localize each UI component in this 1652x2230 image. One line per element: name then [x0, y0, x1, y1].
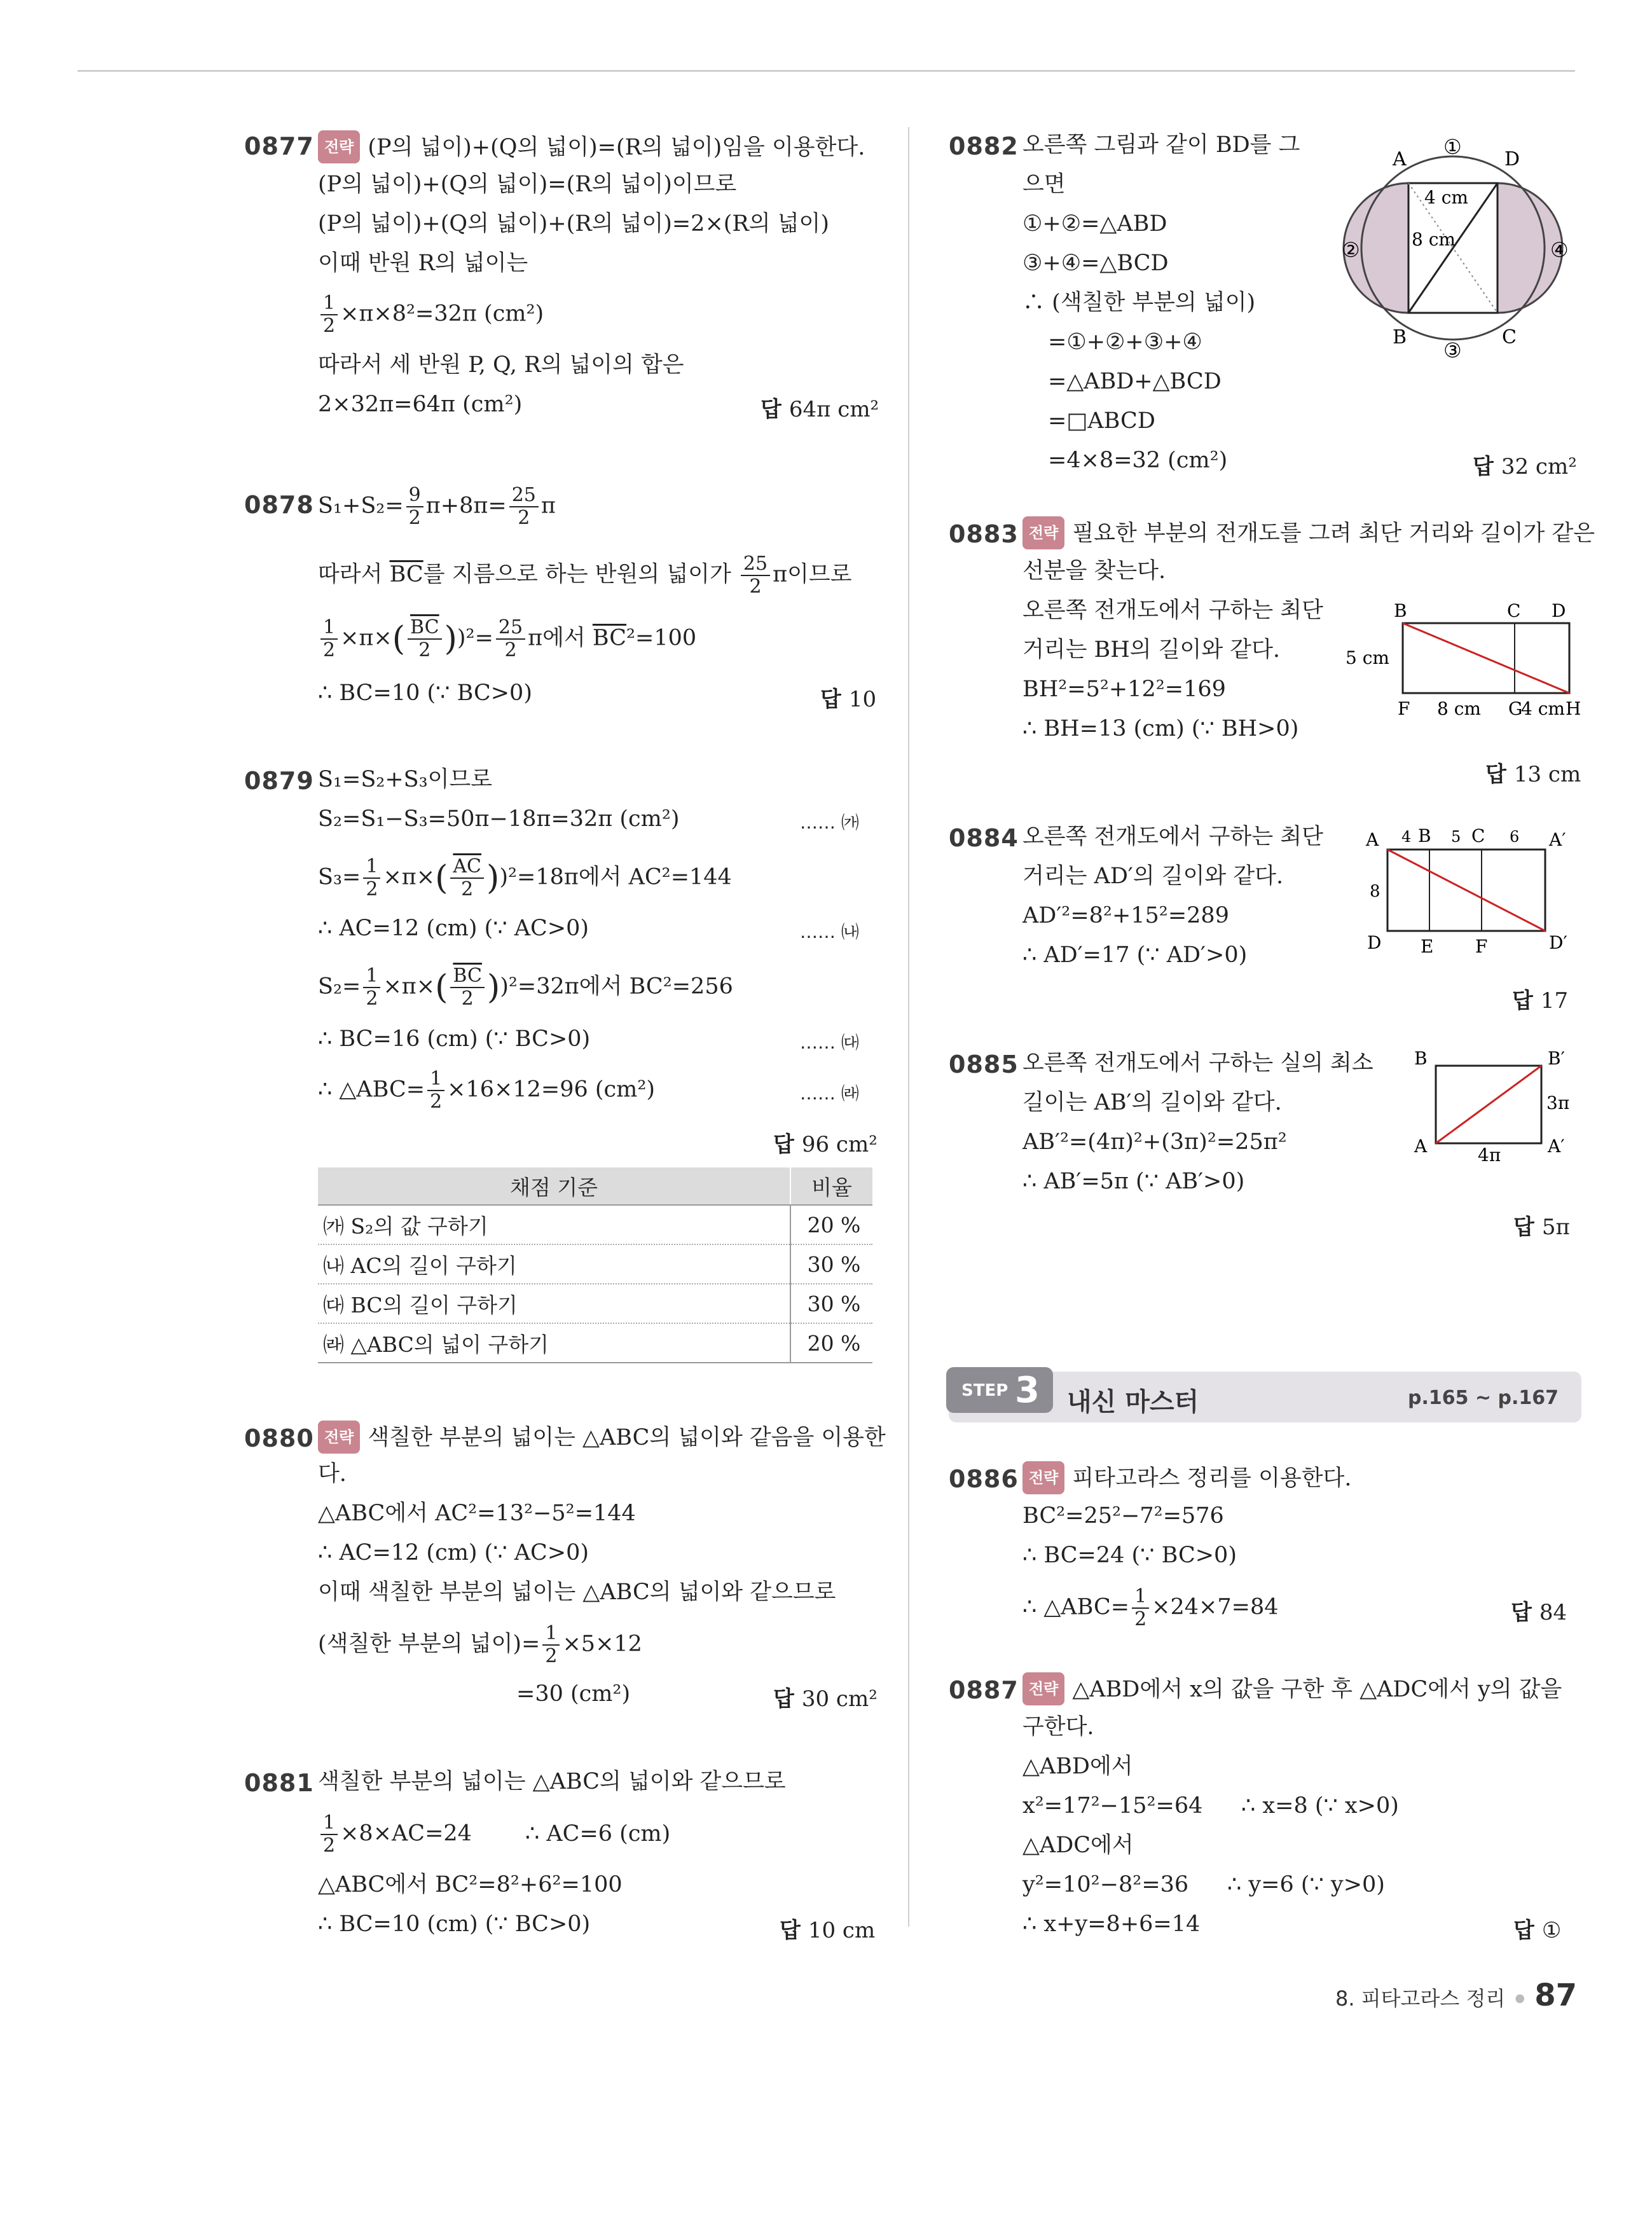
- solution-line: BH²=5²+12²=169: [1022, 677, 1226, 702]
- strategy-tag: 전략: [1022, 1672, 1064, 1705]
- answer: 답 96 cm²: [773, 1132, 878, 1157]
- answer: 답 ①: [1513, 1918, 1562, 1943]
- solution-line: ∴ AC=12 (cm) (∵ AC>0): [318, 1540, 589, 1566]
- table-row: ㈑ △ABC의 넓이 구하기 20 %: [318, 1323, 872, 1363]
- problem-number: 0883: [949, 520, 1019, 548]
- solution-line: ∴ AD′=17 (∵ AD′>0): [1022, 942, 1248, 968]
- strategy-tag: 전략: [1022, 1461, 1064, 1494]
- label-a: A: [1414, 1136, 1428, 1157]
- solution-line: 색칠한 부분의 넓이는 △ABC의 넓이와 같으므로: [318, 1769, 786, 1794]
- label-height: 3π: [1546, 1092, 1570, 1113]
- label-b: B: [1394, 600, 1407, 621]
- figure-0882: [1329, 134, 1583, 375]
- solution-line: y²=10²−8²=36: [1022, 1872, 1189, 1897]
- page-number: 87: [1534, 1978, 1577, 2013]
- strategy-line: 선분을 찾는다.: [1022, 558, 1166, 584]
- solution-line: 거리는 BH의 길이와 같다.: [1022, 637, 1281, 663]
- solution-line: 오른쪽 전개도에서 구하는 최단: [1022, 598, 1323, 623]
- label-side-1: 4: [1401, 828, 1412, 846]
- figure-0883: [1342, 598, 1583, 725]
- solution-line: 따라서 $\overline{BC}$를 지름으로 하는 반원의 넓이가 $\frac{25}{2}$ π이므로: [318, 553, 852, 598]
- label-a: A: [1393, 148, 1407, 170]
- solution-line: 오른쪽 그림과 같이 BD를 그: [1022, 132, 1300, 158]
- solution-line: ③+④=△BCD: [1022, 251, 1169, 276]
- chapter-title: 8. 피타고라스 정리: [1335, 1986, 1506, 2011]
- step-marker: …… ㈏: [800, 921, 859, 942]
- step-badge: [946, 1367, 1053, 1413]
- answer: 답 17: [1512, 988, 1569, 1014]
- shortest-path-ad: [1387, 850, 1545, 931]
- problem-number: 0879: [244, 767, 314, 795]
- label-height: 5 cm: [1346, 647, 1389, 668]
- label-f: F: [1398, 698, 1410, 719]
- label-circle-2: ②: [1342, 238, 1360, 262]
- solution-line: (P의 넓이)+(Q의 넓이)+(R의 넓이)=2×(R의 넓이): [318, 211, 829, 237]
- solution-line: 2×32π=64π (cm²): [318, 392, 523, 417]
- solution-line: =4×8=32 (cm²): [1048, 448, 1228, 473]
- solution-line: △ABC에서 AC²=13²−5²=144: [318, 1501, 636, 1526]
- label-c: C: [1471, 825, 1485, 846]
- solution-line: ∴ x+y=8+6=14: [1022, 1911, 1201, 1937]
- grading-table: [318, 1167, 872, 1363]
- solution-line: ∴ △ABC= $\frac{1}{2}$ ×16×12=96 (cm²): [318, 1068, 655, 1113]
- solution-line: △ADC에서: [1022, 1833, 1134, 1858]
- label-circle-4: ④: [1550, 238, 1569, 262]
- solution-line: ∴ y=6 (∵ y>0): [1227, 1872, 1385, 1897]
- problem-number: 0877: [244, 132, 314, 160]
- solution-line: ∴ BC=10 (cm) (∵ BC>0): [318, 1911, 591, 1937]
- strategy-line: 전략 △ABD에서 x의 값을 구한 후 △ADC에서 y의 값을: [1022, 1672, 1562, 1705]
- strategy-line: [318, 130, 865, 163]
- solution-line: =□ABCD: [1048, 408, 1155, 434]
- column-divider: [908, 127, 909, 1927]
- problem-number: 0884: [949, 824, 1019, 852]
- solution-line: △ABC에서 BC²=8²+6²=100: [318, 1872, 623, 1897]
- figure-0884: [1354, 820, 1583, 967]
- solution-line: $\frac{1}{2}$ ×8×AC=24: [318, 1812, 472, 1857]
- strategy-tag: 전략: [318, 1421, 360, 1454]
- solution-line: (P의 넓이)+(Q의 넓이)=(R의 넓이)이므로: [318, 172, 737, 197]
- solution-line: =30 (cm²): [516, 1681, 631, 1707]
- solution-line: S₂=S₁−S₃=50π−18π=32π (cm²): [318, 806, 680, 832]
- table-row: ㈎ S₂의 값 구하기 20 %: [318, 1205, 872, 1244]
- solution-line: ∴ BC=10 (∵ BC>0): [318, 680, 532, 706]
- table-row: ㈏ AC의 길이 구하기 30 %: [318, 1244, 872, 1284]
- grading-header-ratio: 비율: [790, 1167, 872, 1205]
- solution-line: ∴ BC=24 (∵ BC>0): [1022, 1543, 1237, 1568]
- solution-line: 거리는 AD′의 길이와 같다.: [1022, 864, 1284, 889]
- solution-line: 오른쪽 전개도에서 구하는 최단: [1022, 824, 1323, 850]
- answer: 답 10: [820, 687, 877, 712]
- solution-line: ∴ AB′=5π (∵ AB′>0): [1022, 1169, 1245, 1194]
- label-d: D: [1552, 600, 1566, 621]
- solution-line: x²=17²−15²=64: [1022, 1793, 1203, 1819]
- solution-line: ∴ x=8 (∵ x>0): [1241, 1793, 1399, 1819]
- label-width-2: 4 cm: [1521, 698, 1565, 719]
- label-d: D: [1367, 932, 1382, 953]
- problem-number: 0885: [949, 1050, 1019, 1078]
- fraction: $\frac{1}{2}$: [320, 293, 338, 337]
- top-rule: [78, 70, 1575, 72]
- label-height: 8: [1370, 882, 1380, 901]
- label-width-1: 8 cm: [1437, 698, 1481, 719]
- problem-number: 0887: [949, 1676, 1019, 1704]
- answer: 답 10 cm: [780, 1918, 876, 1943]
- section-pages: p.165 ~ p.167: [1407, 1387, 1559, 1409]
- footer-dot: ●: [1515, 1992, 1525, 2005]
- solution-line: S₂= $\frac{1}{2}$ ×π×( $\frac{\overline{BC}}{2}$ ))²=32π에서 BC²=256: [318, 965, 733, 1010]
- table-row: ㈐ BC의 길이 구하기 30 %: [318, 1284, 872, 1323]
- solution-line: ∴ △ABC= $\frac{1}{2}$ ×24×7=84: [1022, 1585, 1279, 1630]
- solution-line: ①+②=△ABD: [1022, 211, 1167, 237]
- solution-line: =①+②+③+④: [1048, 329, 1202, 355]
- label-f: F: [1475, 936, 1488, 957]
- solution-line: 오른쪽 전개도에서 구하는 실의 최소: [1022, 1050, 1373, 1076]
- label-width: 4 cm: [1424, 187, 1468, 208]
- solution-line: ∴ BH=13 (cm) (∵ BH>0): [1022, 716, 1299, 741]
- solution-line: BC²=25²−7²=576: [1022, 1503, 1224, 1529]
- answer: 답 84: [1511, 1600, 1567, 1625]
- grading-header-criteria: 채점 기준: [318, 1167, 790, 1205]
- label-side-3: 6: [1510, 828, 1520, 846]
- solution-line: S₁=S₂+S₃이므로: [318, 767, 493, 792]
- step-marker: …… ㈑: [800, 1083, 859, 1104]
- label-g: G: [1508, 698, 1523, 719]
- strategy-tag: 전략: [1022, 516, 1064, 549]
- label-h: H: [1566, 698, 1581, 719]
- label-a-prime: A′: [1548, 1136, 1565, 1157]
- problem-number: 0878: [244, 491, 314, 519]
- strategy-line: 전략 필요한 부분의 전개도를 그려 최단 거리와 길이가 같은: [1022, 516, 1595, 549]
- step-marker: …… ㈐: [800, 1032, 859, 1053]
- solution-line: 으면: [1022, 172, 1066, 197]
- problem-number: 0881: [244, 1769, 314, 1797]
- label-side-2: 5: [1451, 828, 1461, 846]
- solution-line: $\frac{1}{2}$ ×π×8²=32π (cm²): [318, 293, 544, 337]
- solution-line: (색칠한 부분의 넓이)= $\frac{1}{2}$ ×5×12: [318, 1622, 642, 1667]
- label-a-prime: A′: [1549, 829, 1566, 850]
- label-circle-1: ①: [1443, 135, 1462, 159]
- solution-line: ∴ BC=16 (cm) (∵ BC>0): [318, 1026, 591, 1052]
- label-d: D: [1504, 148, 1520, 170]
- label-height: 8 cm: [1412, 229, 1456, 250]
- strategy-tag: 전략: [318, 130, 360, 163]
- problem-number: 0882: [949, 132, 1019, 160]
- page-footer: [1335, 1978, 1577, 2013]
- strategy-line: 구한다.: [1022, 1714, 1094, 1740]
- answer: 답 5π: [1513, 1215, 1570, 1240]
- label-b: B: [1393, 326, 1407, 348]
- solution-line: ∴ AC=12 (cm) (∵ AC>0): [318, 916, 589, 941]
- label-circle-3: ③: [1443, 338, 1462, 362]
- label-b-prime: B′: [1548, 1048, 1565, 1069]
- shortest-path-bh: [1403, 623, 1569, 693]
- solution-line: $\frac{1}{2}$ ×π×( $\frac{\overline{BC}}{2}$ ))²= $\frac{25}{2}$ π에서 $\overline{BC}^2=100$: [318, 617, 696, 661]
- shortest-path-ab: [1436, 1066, 1541, 1143]
- label-width: 4π: [1478, 1145, 1501, 1166]
- answer: 답 64π cm²: [761, 397, 879, 422]
- answer: 답 30 cm²: [773, 1686, 878, 1712]
- solution-line: ∴ (색칠한 부분의 넓이): [1022, 290, 1256, 315]
- strategy-line: 전략 피타고라스 정리를 이용한다.: [1022, 1461, 1351, 1494]
- solution-line: S₃= $\frac{1}{2}$ ×π×( $\frac{\overline{AC}}{2}$ ))²=18π에서 AC²=144: [318, 855, 732, 900]
- solution-line: ∴ AC=6 (cm): [525, 1821, 671, 1847]
- problem-number: 0880: [244, 1424, 314, 1452]
- label-d-prime: D′: [1549, 932, 1567, 953]
- problem-number: 0886: [949, 1465, 1019, 1493]
- solution-line: △ABD에서: [1022, 1754, 1133, 1779]
- strategy-line: 다.: [318, 1461, 347, 1487]
- solution-line: AB′²=(4π)²+(3π)²=25π²: [1022, 1129, 1287, 1155]
- step-label: STEP: [961, 1381, 1008, 1400]
- section-title: 내신 마스터: [1067, 1387, 1199, 1417]
- solution-line: S₁+S₂= $\frac{9}{2}$ π+8π= $\frac{25}{2}$ π: [318, 484, 556, 529]
- solution-line: AD′²=8²+15²=289: [1022, 903, 1229, 928]
- solution-line: 이때 반원 R의 넓이는: [318, 251, 528, 276]
- label-b: B: [1418, 825, 1431, 846]
- step-marker: …… ㈎: [800, 812, 859, 833]
- strategy-text: (P의 넓이)+(Q의 넓이)=(R의 넓이)임을 이용한다.: [368, 135, 865, 160]
- label-a: A: [1366, 829, 1379, 850]
- label-b: B: [1414, 1048, 1428, 1069]
- solution-line: =△ABD+△BCD: [1048, 369, 1222, 394]
- figure-0885: [1405, 1043, 1583, 1170]
- strategy-line: 전략 색칠한 부분의 넓이는 △ABC의 넓이와 같음을 이용한: [318, 1421, 886, 1454]
- answer: 답 32 cm²: [1473, 454, 1577, 479]
- solution-line: 길이는 AB′의 길이와 같다.: [1022, 1090, 1282, 1115]
- label-c: C: [1507, 600, 1521, 621]
- step-number: 3: [1015, 1370, 1040, 1411]
- label-e: E: [1421, 936, 1434, 957]
- answer: 답 13 cm: [1485, 762, 1581, 787]
- label-c: C: [1502, 326, 1517, 348]
- solution-line: 이때 색칠한 부분의 넓이는 △ABC의 넓이와 같으므로: [318, 1580, 836, 1605]
- solution-line: 따라서 세 반원 P, Q, R의 넓이의 합은: [318, 352, 684, 378]
